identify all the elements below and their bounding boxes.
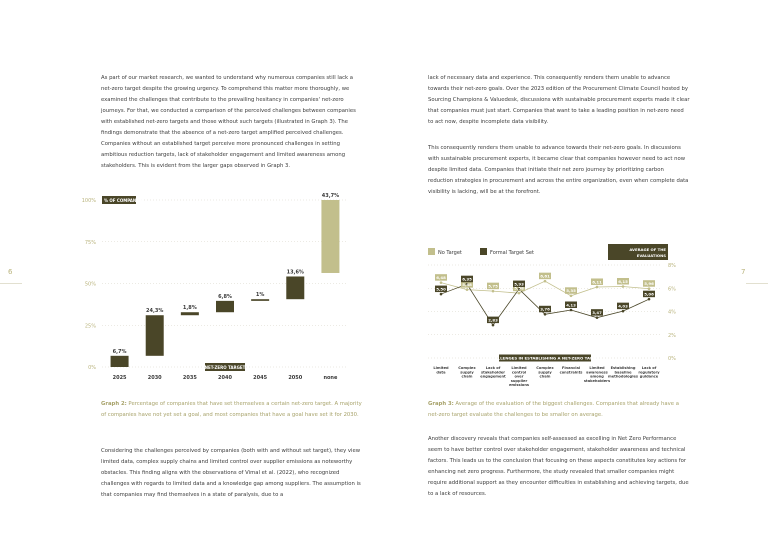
data-point	[622, 285, 625, 288]
x-tick-label: Establishing baseline methodologies	[607, 366, 639, 379]
data-point	[492, 290, 495, 293]
data-point	[544, 280, 547, 283]
y-tick-label: 25%	[84, 323, 96, 330]
x-axis-title: NET-ZERO TARGET	[204, 365, 246, 370]
x-tick-label: 2030	[147, 375, 162, 381]
y-tick-label: 4%	[668, 309, 676, 316]
y-tick-label: 0%	[88, 365, 96, 371]
data-label: 5,06	[644, 291, 654, 297]
data-label: 5,50	[436, 286, 446, 292]
x-tick-label: 2045	[253, 375, 268, 381]
data-label: 5,88	[462, 282, 472, 288]
y-tick-label: 100%	[81, 198, 96, 204]
data-label: 4,13	[566, 302, 576, 308]
x-tick-label: none	[323, 375, 338, 381]
chart-title-line: AVERAGE OF THE	[629, 247, 666, 252]
data-label: 6,35	[462, 276, 472, 282]
y-tick-label: 6%	[668, 286, 676, 293]
bar	[286, 276, 304, 299]
y-tick-label: 2%	[668, 332, 676, 339]
x-tick-label: Limited control over supplier emissions	[508, 366, 530, 388]
bar	[111, 356, 129, 367]
x-tick-label: Lack of regulatory guidance	[638, 366, 660, 379]
data-point	[648, 298, 651, 301]
data-label: 5,35	[566, 288, 576, 294]
data-point	[492, 324, 495, 327]
data-label: 3,47	[592, 310, 602, 316]
y-tick-label: 50%	[84, 281, 96, 288]
data-label: 5,58	[514, 285, 524, 291]
data-point	[570, 295, 573, 298]
y-tick-label: 75%	[84, 239, 96, 246]
x-tick-label: Complex supply chain	[458, 366, 476, 379]
bar-value-label: 1,8%	[182, 305, 197, 312]
data-label: 3,76	[540, 306, 550, 312]
right-paragraph-1: lack of necessary data and experience. This consequently renders them unable to advance towards their net-zero goals. Over the 2023 edition of the Procurement Climate Council hosted by Sourcing Champions & Valuedesk, discussions with sustainable procurement experts made it clear that companies must just start. Companies that want to take a leading position in net-zero need to act now, despite incomplete data visibility.	[428, 75, 690, 125]
bar	[181, 312, 199, 315]
right-body-paragraph: Another discovery reveals that companies self-assessed as excelling in Net Zero Performance seem to have better control over stakeholder engagement, stakeholder awareness and technical factors. This leads us to the conclusion that focusing on these aspects constitutes key actions for enhancing net zero progress. Furthermore, the study revealed that smaller companies might require additional support as they encounter difficulties in establishing and achieving targets, due to a lack of resources.	[428, 436, 689, 497]
bar	[321, 200, 339, 273]
x-tick-label: Limited data	[433, 366, 449, 375]
left-body-paragraph: Considering the challenges perceived by companies (both with and without set target), they view limited data, complex supply chains and limited control over supplier emissions as noteworthy obstacles. This finding aligns with the observations of Vimal et al. (2022), who recognized challenges with regards to limited data and a knowledge gap among suppliers. The assumption is that companies may find themselves in a state of paralysis, due to a	[101, 448, 361, 498]
data-label: 6,61	[540, 273, 550, 279]
data-label: 5,75	[488, 283, 498, 289]
data-point	[596, 286, 599, 289]
data-label: 4,03	[618, 303, 628, 309]
x-axis-title: CHALLENGES IN ESTABLISHING A NET-ZERO TARGET	[488, 355, 602, 361]
right-paragraph-2: This consequently renders them unable to advance towards their net-zero goals. In discussions with sustainable procurement experts, it became clear that companies however need to act now despite limited data. Companies that initiate their net zero journey by prioritizing carbon reduction strategies in procurement and across the entire organization, even when complete data visibility is lacking, will be at the forefront.	[428, 145, 689, 195]
data-point	[544, 313, 547, 316]
bar-value-label: 24,3%	[146, 308, 164, 315]
y-tick-label: 0%	[668, 356, 676, 362]
legend-swatch-formal-target	[480, 248, 487, 255]
data-label: 2,83	[488, 317, 498, 323]
data-label: 5,93	[514, 281, 524, 287]
data-label: 5,96	[644, 281, 654, 287]
graph-3-line-chart	[420, 240, 695, 390]
left-edge-rule	[0, 283, 22, 284]
right-edge-rule	[746, 283, 768, 284]
bar	[146, 315, 164, 356]
data-label: 6,48	[436, 275, 446, 281]
data-label: 6,15	[618, 278, 628, 284]
graph-2-waterfall-chart	[81, 180, 374, 390]
x-tick-label: Limited awareness among stakeholders	[583, 366, 611, 383]
bar	[251, 299, 269, 301]
data-label: 6,11	[592, 279, 602, 285]
x-tick-label: 2025	[112, 375, 127, 381]
data-point	[622, 310, 625, 313]
legend-swatch-no-target	[428, 248, 435, 255]
y-axis-title: % OF COMPANIES	[104, 198, 144, 203]
x-tick-label: Lack of stakeholder engagement	[480, 366, 506, 379]
bar-value-label: 13,6%	[286, 269, 304, 276]
bar-value-label: 6,8%	[218, 293, 232, 300]
y-tick-label: 8%	[668, 263, 676, 269]
x-tick-label: Complex supply chain	[536, 366, 554, 379]
data-point	[440, 293, 443, 296]
left-intro-paragraph: As part of our market research, we wanted to understand why numerous companies still lack a net-zero target despite the growing urgency. To comprehend this matter more thoroughly, we examined the challenges that contribute to the prevailing hesitancy in companies' net-zero journeys. For that, we conducted a comparison of the perceived challenges between companies with established net-zero targets and those without such targets (illustrated in Graph 3). The findings demonstrate that the absence of a net-zero target amplified perceived challenges. Companies without an established target perceive more pronounced challenges in setting ambitious reduction targets, lack of stakeholder engagement and limited awareness among stakeholders. This is evident from the larger gaps observed in Graph 3.	[101, 75, 356, 169]
bar-value-label: 1%	[255, 292, 265, 299]
graph-2-caption: Graph 2: Percentage of companies that have set themselves a certain net-zero target. A majority of companies have not yet set a goal, and most companies that have a goal have set it for 2030.	[101, 401, 362, 418]
bar-value-label: 6,7%	[112, 348, 127, 355]
data-point	[648, 287, 651, 290]
data-point	[440, 281, 443, 284]
x-tick-label: 2050	[288, 375, 303, 381]
legend-label: Formal Target Set	[490, 250, 534, 256]
legend-label: No Target	[438, 250, 462, 256]
data-point	[518, 292, 521, 295]
x-tick-label: Financial constraints	[559, 366, 583, 375]
data-point	[570, 309, 573, 312]
right-page-number: 7	[741, 268, 746, 276]
graph-3-caption: Graph 3: Average of the evaluation of the biggest challenges. Companies that already have a net-zero target evaluate the challenges to be smaller on average.	[428, 401, 679, 418]
left-page-number: 6	[8, 268, 13, 276]
data-point	[596, 316, 599, 319]
x-tick-label: 2035	[182, 375, 197, 381]
bar-value-label: 43,7%	[321, 193, 340, 199]
bar	[216, 301, 234, 312]
data-point	[466, 288, 469, 291]
x-tick-label: 2040	[218, 375, 232, 381]
chart-title-line: EVALUATIONS	[636, 253, 666, 258]
